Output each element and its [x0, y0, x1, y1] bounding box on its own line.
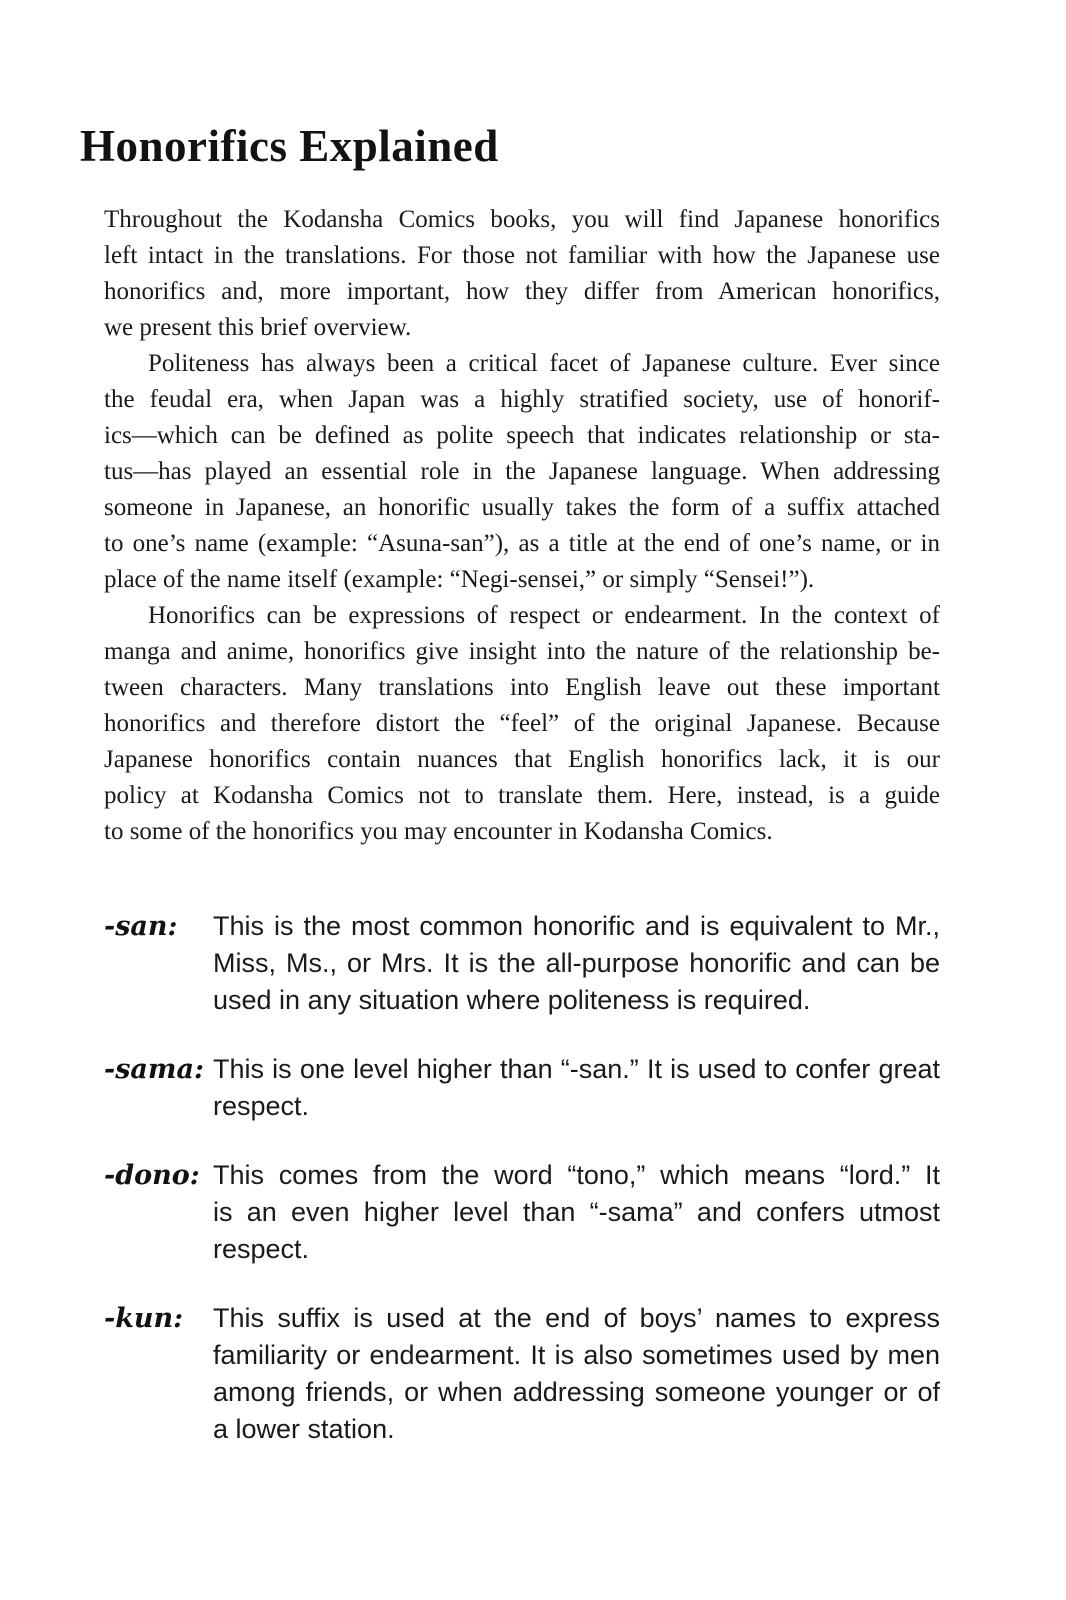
- definition-line: familiarity or endearment. It is also sometimes used by men: [213, 1339, 940, 1370]
- paragraph-line: place of the name itself (example: “Negi-sensei,” or simply “Sensei!”).: [104, 565, 815, 593]
- paragraph-line: tween characters. Many translations into English leave out these important: [104, 673, 940, 701]
- paragraph-line: the feudal era, when Japan was a highly stratified society, use of honorif-: [104, 385, 940, 413]
- paragraph-line: tus—has played an essential role in the Japanese language. When addressing: [104, 457, 940, 485]
- honorific-label: -kun:: [104, 1302, 184, 1334]
- honorific-definition: [213, 1051, 940, 1125]
- honorific-label: -sama:: [104, 1053, 204, 1085]
- paragraph-line: honorifics and, more important, how they differ from American honorifics,: [104, 277, 940, 305]
- intro-section: [104, 202, 940, 850]
- paragraph: [104, 346, 940, 598]
- paragraph-line: we present this brief overview.: [104, 313, 412, 341]
- definition-line: This suffix is used at the end of boys’ names to express: [213, 1302, 940, 1333]
- honorific-label: -dono:: [104, 1159, 200, 1191]
- paragraph: [104, 202, 940, 346]
- definition-line: This comes from the word “tono,” which means “lord.” It: [213, 1159, 940, 1190]
- paragraph-line: ics—which can be defined as polite speech that indicates relationship or sta-: [104, 421, 940, 449]
- honorific-entry: [104, 908, 940, 1019]
- paragraph-line: manga and anime, honorifics give insight into the nature of the relationship be-: [104, 637, 940, 665]
- honorific-entry: [104, 1051, 940, 1125]
- honorific-definition: [213, 908, 940, 1019]
- paragraph-line: to some of the honorifics you may encounter in Kodansha Comics.: [104, 817, 773, 845]
- definition-line: used in any situation where politeness is required.: [213, 984, 811, 1015]
- definition-line: a lower station.: [213, 1413, 395, 1444]
- paragraph-line: to one’s name (example: “Asuna-san”), as a title at the end of one’s name, or in: [104, 529, 940, 557]
- paragraph-line: honorifics and therefore distort the “feel” of the original Japanese. Because: [104, 709, 940, 737]
- paragraph-line: policy at Kodansha Comics not to translate them. Here, instead, is a guide: [104, 781, 940, 809]
- definition-line: respect.: [213, 1090, 310, 1121]
- page-title: Honorifics Explained: [80, 121, 499, 171]
- honorific-entry: [104, 1157, 940, 1268]
- honorific-definition: [213, 1300, 940, 1448]
- honorific-definition: [213, 1157, 940, 1268]
- paragraph-line: someone in Japanese, an honorific usually takes the form of a suffix attached: [104, 493, 940, 521]
- definition-line: respect.: [213, 1233, 310, 1264]
- paragraph: [104, 598, 940, 850]
- definition-line: among friends, or when addressing someone younger or of: [213, 1376, 940, 1407]
- paragraph-line: left intact in the translations. For those not familiar with how the Japanese use: [104, 241, 940, 269]
- honorific-label: -san:: [104, 910, 178, 942]
- paragraph-line: Honorifics can be expressions of respect or endearment. In the context of: [148, 601, 940, 629]
- definition-line: is an even higher level than “-sama” and confers utmost: [213, 1196, 940, 1227]
- definition-line: This is one level higher than “-san.” It is used to confer great: [213, 1053, 940, 1084]
- paragraph-line: Japanese honorifics contain nuances that English honorifics lack, it is our: [104, 745, 940, 773]
- definition-line: Miss, Ms., or Mrs. It is the all-purpose honorific and can be: [213, 947, 940, 978]
- honorific-entry: [104, 1300, 940, 1448]
- paragraph-line: Throughout the Kodansha Comics books, you will find Japanese honorifics: [104, 205, 940, 233]
- definition-line: This is the most common honorific and is equivalent to Mr.,: [213, 910, 940, 941]
- paragraph-line: Politeness has always been a critical facet of Japanese culture. Ever since: [148, 349, 940, 377]
- honorific-list: [104, 908, 940, 1448]
